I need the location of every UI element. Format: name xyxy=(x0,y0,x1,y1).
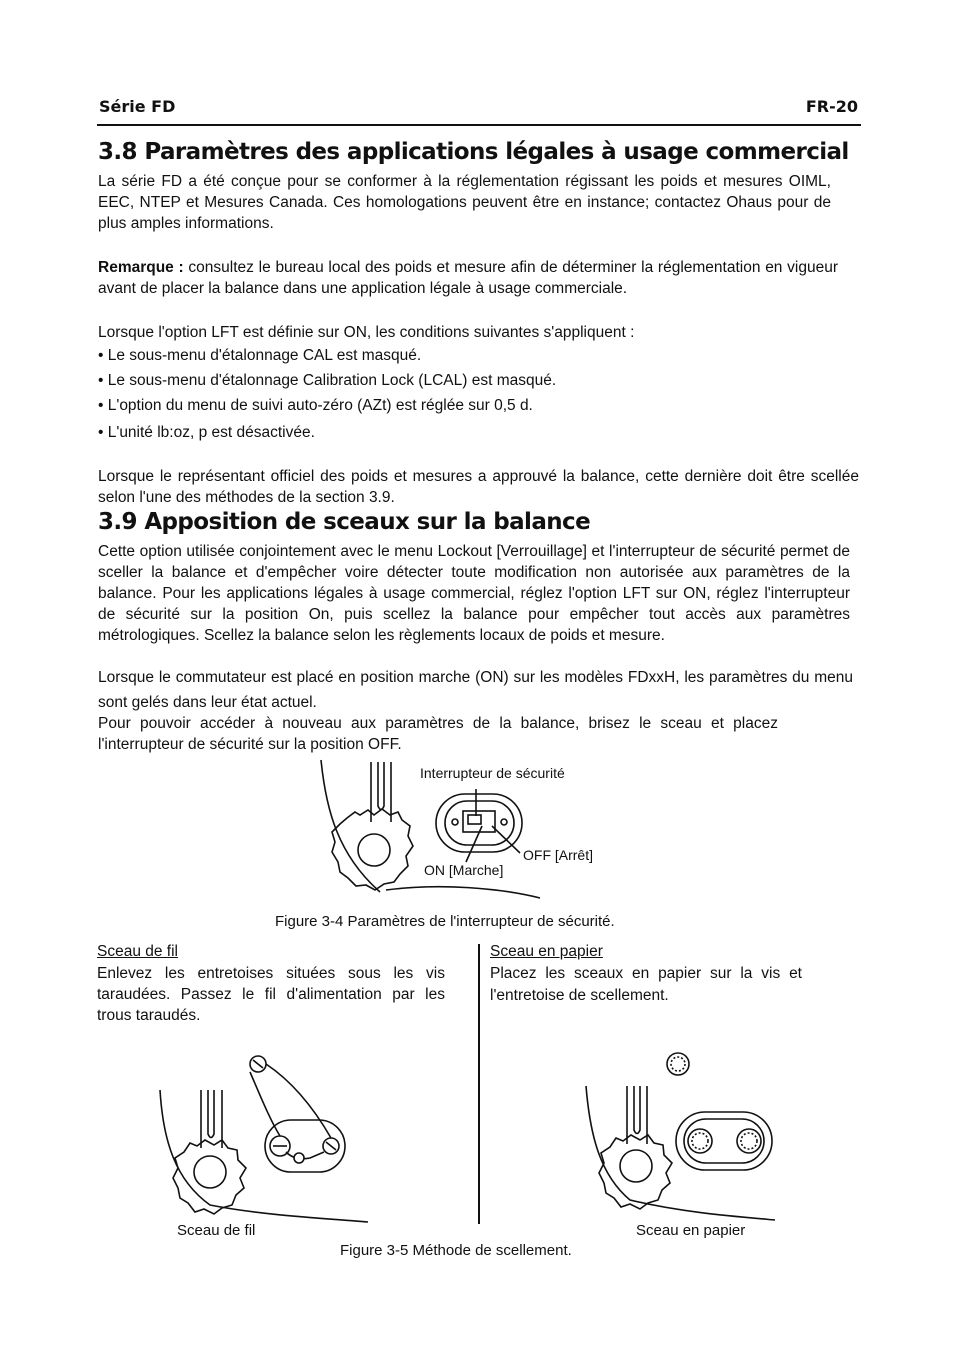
list-item: • L'option du menu de suivi auto-zéro (AZt) est réglée sur 0,5 d. xyxy=(98,393,838,418)
paper-seal-text: Placez les sceaux en papier sur la vis et l'entretoise de scellement. xyxy=(490,965,802,1004)
paper-seal-heading: Sceau en papier xyxy=(490,943,603,960)
off-label: OFF [Arrêt] xyxy=(523,847,593,863)
header-series: Série FD xyxy=(99,97,176,116)
lft-intro: Lorsque l'option LFT est définie sur ON, les conditions suivantes s'appliquent : xyxy=(98,324,635,341)
note-label: Remarque : xyxy=(98,259,184,276)
section-3-9-para1: Cette option utilisée conjointement avec le menu Lockout [Verrouillage] et l'interrupteur de sécurité permet de sceller la balance et d'empêcher voire détecter toute modification non autorisée aux paramètres de la balance. Pour les applications légales à usage commercial, réglez l'option LFT sur ON, réglez l'interrupteur de sécurité sur la position On, puis scellez la balance pour empêcher tout accès aux paramètres métrologiques. Scellez la balance selon les règlements locaux de poids et mesure. xyxy=(98,543,850,644)
on-label: ON [Marche] xyxy=(424,862,504,878)
wire-seal-text: Enlevez les entretoises situées sous les vis taraudées. Passez le fil d'alimentation par les trous taraudés. xyxy=(97,965,445,1024)
section-3-8-intro: La série FD a été conçue pour se conformer à la réglementation régissant les poids et mesures OIML, EEC, NTEP et Mesures Canada. Ces homologations peuvent être en instance; contactez Ohaus pour de plus amples informations. xyxy=(98,173,831,232)
section-3-9-para2: Lorsque le commutateur est placé en position marche (ON) sur les modèles FDxxH, les paramètres du menu sont gelés dans leur état actuel. xyxy=(98,669,853,711)
page-number: FR-20 xyxy=(805,97,858,116)
paper-seal-figure-label: Sceau en papier xyxy=(636,1222,746,1239)
list-item: • L'unité lb:oz, p est désactivée. xyxy=(98,420,838,445)
section-3-8-closing: Lorsque le représentant officiel des poids et mesures a approuvé la balance, cette dernière doit être scellée selon l'une des méthodes de la section 3.9. xyxy=(98,468,859,506)
wire-seal-figure-label: Sceau de fil xyxy=(177,1222,256,1239)
figure-3-5-caption: Figure 3-5 Méthode de scellement. xyxy=(340,1242,572,1259)
section-3-8-title: 3.8 Paramètres des applications légales à usage commercial xyxy=(98,139,849,165)
figure-3-4-caption: Figure 3-4 Paramètres de l'interrupteur de sécurité. xyxy=(275,913,615,930)
list-item: • Le sous-menu d'étalonnage Calibration Lock (LCAL) est masqué. xyxy=(98,368,838,393)
section-3-9-title: 3.9 Apposition de sceaux sur la balance xyxy=(98,509,591,535)
list-item: • Le sous-menu d'étalonnage CAL est masqué. xyxy=(98,343,838,368)
wire-seal-heading: Sceau de fil xyxy=(97,943,178,960)
note-text: consultez le bureau local des poids et mesure afin de déterminer la réglementation en vigueur avant de placer la balance dans une application légale à usage commerciale. xyxy=(98,259,838,297)
section-3-9-para3: Pour pouvoir accéder à nouveau aux paramètres de la balance, brisez le sceau et placez l'interrupteur de sécurité sur la position OFF. xyxy=(98,715,778,753)
switch-label: Interrupteur de sécurité xyxy=(420,765,565,781)
